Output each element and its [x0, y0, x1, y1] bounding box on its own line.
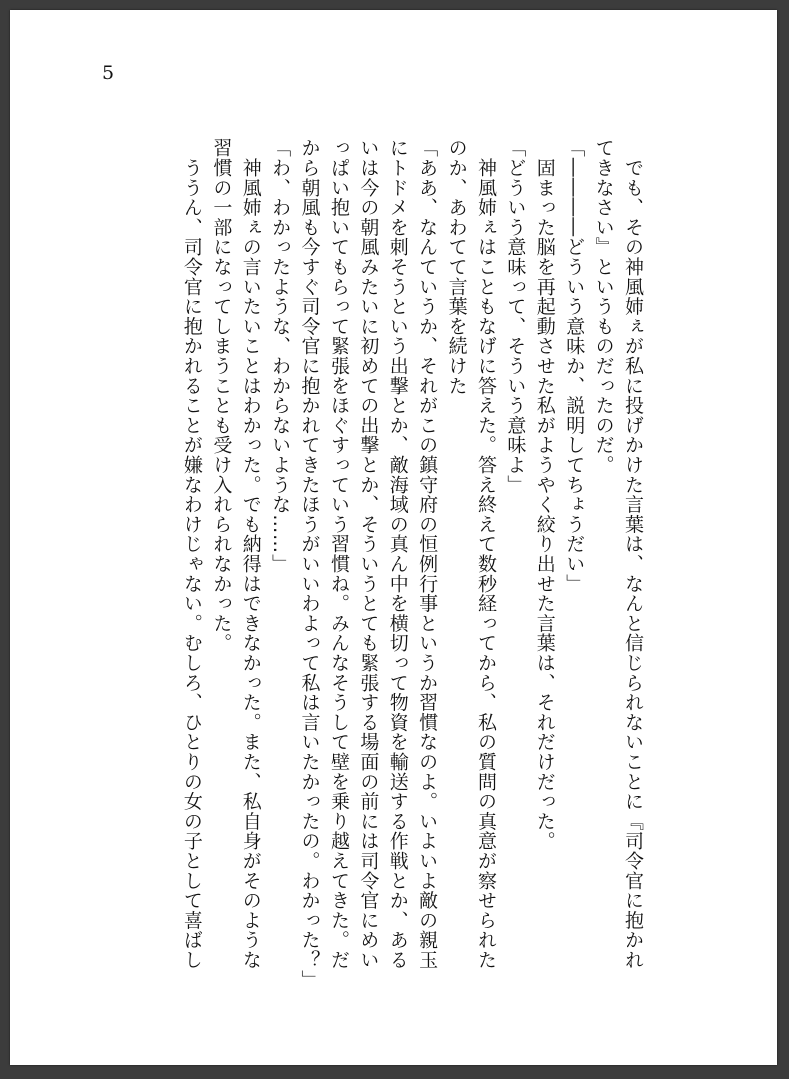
- text-line: 神風姉ぇの言いたいことはわかった。でも納得はできなかった。また、私自身がそのような: [239, 138, 262, 970]
- text-line: ううん、司令官に抱かれることが嫌なわけじゃない。むしろ、ひとりの女の子として喜ばし: [180, 138, 203, 970]
- text-line: でも、その神風姉ぇが私に投げかけた言葉は、なんと信じられないことに『司令官に抱かれ: [622, 138, 644, 970]
- text-line: にトドメを刺そうという出撃とか、敵海域の真ん中を横切って物資を輸送する作戦とか、ある: [386, 138, 409, 970]
- text-line: 「ああ、なんていうか、それがこの鎮守府の恒例行事というか習慣なのよ。いよいよ敵の親玉: [416, 138, 439, 970]
- vertical-text-body: [177, 138, 648, 1038]
- text-line: てきなさい』というものだったのだ。: [592, 138, 615, 475]
- text-line: から朝風も今すぐ司令官に抱かれてきたほうがいいわよって私は言いたかったの。わかった？」: [298, 138, 321, 990]
- text-line: 神風姉ぇはこともなげに答えた。答え終えて数秒経ってから、私の質問の真意が察せられた: [474, 138, 497, 970]
- text-line: のか、あわてて言葉を続けた: [445, 138, 468, 396]
- text-line: っぱい抱いてもらって緊張をほぐすっていう習慣ね。みんなそうして壁を乗り越えてきた。だ: [327, 138, 350, 970]
- text-line: いは今の朝風みたいに初めての出撃とか、そういうとても緊張する場面の前には司令官にめい: [357, 138, 380, 970]
- text-line: 「どういう意味って、そういう意味よ」: [504, 138, 527, 495]
- text-line: 習慣の一部になってしまうことも受け入れられなかった。: [210, 138, 233, 653]
- text-line: 固まった脳を再起動させた私がようやく絞り出せた言葉は、それだけだった。: [533, 138, 556, 851]
- book-page: [10, 10, 777, 1065]
- text-line: 「わ、わかったような、わからないような……」: [269, 138, 292, 574]
- page-number: 5: [102, 62, 115, 84]
- text-line: 「――――どういう意味か、説明してちょうだい」: [563, 138, 586, 594]
